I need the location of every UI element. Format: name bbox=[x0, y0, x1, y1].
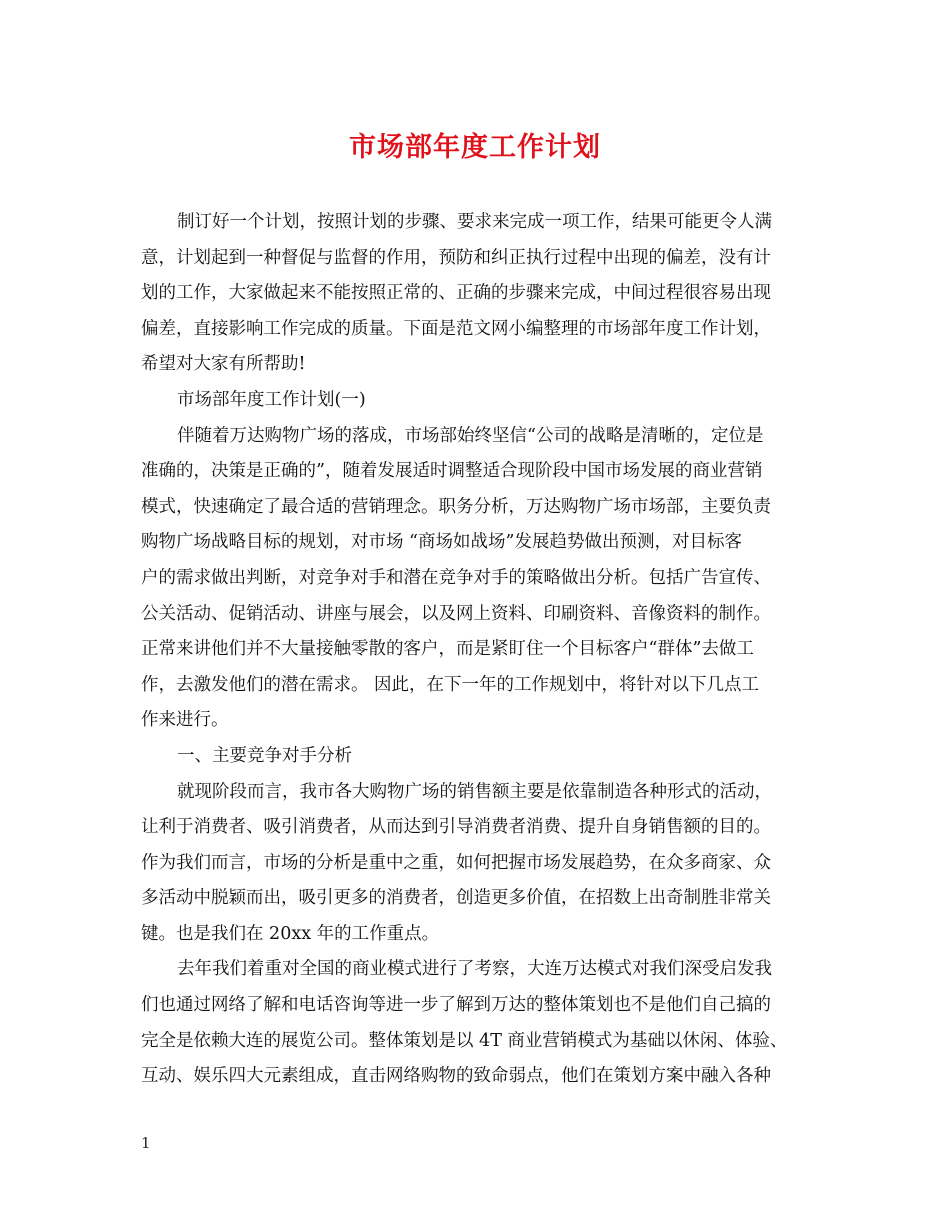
paragraph-line: 模式，快速确定了最合适的营销理念。职务分析，万达购物广场市场部，主要负责 bbox=[141, 496, 771, 517]
paragraph-line: 键。也是我们在 20xx 年的工作重点。 bbox=[141, 923, 440, 944]
paragraph-line: 意，计划起到一种督促与监督的作用，预防和纠正执行过程中出现的偏差，没有计 bbox=[141, 247, 771, 268]
section-heading: 一、主要竞争对手分析 bbox=[177, 745, 352, 766]
paragraph-line: 作为我们而言，市场的分析是重中之重，如何把握市场发展趋势，在众多商家、众 bbox=[141, 852, 771, 873]
document-title: 市场部年度工作计划 bbox=[349, 132, 601, 163]
paragraph-line: 希望对大家有所帮助! bbox=[141, 354, 306, 375]
paragraph-line: 互动、娱乐四大元素组成，直击网络购物的致命弱点，他们在策划方案中融入各种 bbox=[141, 1066, 771, 1087]
paragraph-line: 伴随着万达购物广场的落成，市场部始终坚信“公司的战略是清晰的，定位是 bbox=[177, 425, 764, 446]
paragraph-line: 让利于消费者、吸引消费者，从而达到引导消费者消费、提升自身销售额的目的。 bbox=[141, 817, 771, 838]
section-heading: 市场部年度工作计划(一) bbox=[177, 389, 366, 410]
paragraph-line: 作来进行。 bbox=[141, 710, 229, 731]
paragraph-line: 划的工作，大家做起来不能按照正常的、正确的步骤来完成，中间过程很容易出现 bbox=[141, 283, 771, 304]
paragraph-line: 完全是依赖大连的展览公司。整体策划是以 4T 商业营销模式为基础以休闲、体验、 bbox=[141, 1030, 788, 1051]
paragraph-line: 公关活动、促销活动、讲座与展会，以及网上资料、印刷资料、音像资料的制作。 bbox=[141, 603, 771, 624]
paragraph-line: 多活动中脱颖而出，吸引更多的消费者，创造更多价值，在招数上出奇制胜非常关 bbox=[141, 888, 771, 909]
document-body bbox=[141, 205, 826, 1095]
paragraph-line: 们也通过网络了解和电话咨询等进一步了解到万达的整体策划也不是他们自己搞的 bbox=[141, 995, 771, 1016]
paragraph-line: 偏差，直接影响工作完成的质量。下面是范文网小编整理的市场部年度工作计划， bbox=[141, 318, 771, 339]
paragraph-line: 正常来讲他们并不大量接触零散的客户，而是紧盯住一个目标客户“群体”去做工 bbox=[141, 639, 754, 660]
paragraph-line: 作，去激发他们的潜在需求。 因此，在下一年的工作规划中，将针对以下几点工 bbox=[141, 674, 760, 695]
paragraph-line: 去年我们着重对全国的商业模式进行了考察，大连万达模式对我们深受启发我 bbox=[177, 959, 772, 980]
paragraph-line: 就现阶段而言，我市各大购物广场的销售额主要是依靠制造各种形式的活动， bbox=[177, 781, 772, 802]
paragraph-line: 准确的，决策是正确的”，随着发展适时调整适合现阶段中国市场发展的商业营销 bbox=[141, 461, 763, 482]
paragraph-line: 制订好一个计划，按照计划的步骤、要求来完成一项工作，结果可能更令人满 bbox=[177, 212, 772, 232]
paragraph-line: 户的需求做出判断，对竞争对手和潜在竞争对手的策略做出分析。包括广告宣传、 bbox=[141, 567, 771, 588]
paragraph-line: 购物广场战略目标的规划，对市场 “商场如战场”发展趋势做出预测，对目标客 bbox=[141, 532, 742, 553]
page-number: 1 bbox=[141, 1134, 151, 1152]
